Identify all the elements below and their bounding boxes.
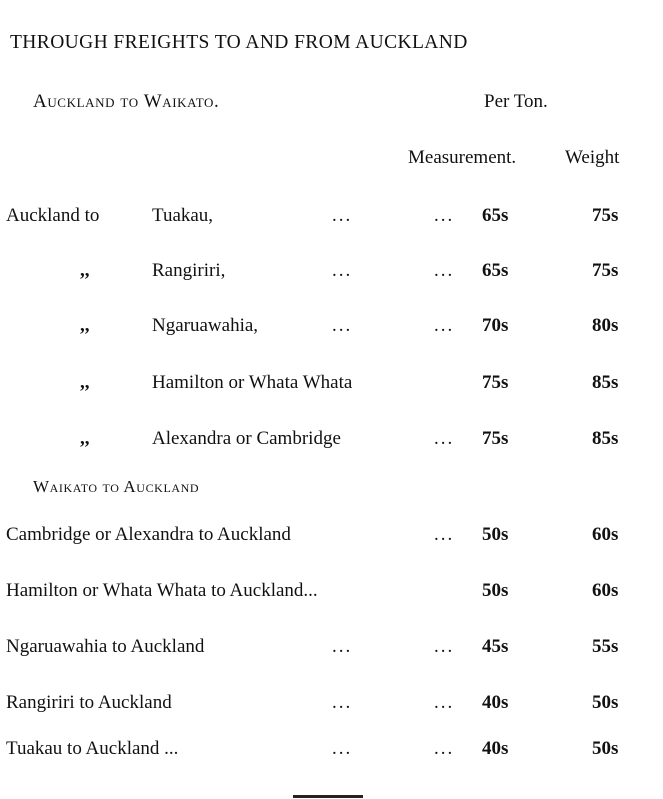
route-destination: Alexandra or Cambridge	[152, 428, 341, 449]
measurement-rate: 40s	[482, 738, 509, 759]
measurement-rate: 65s	[482, 260, 509, 281]
table-row	[0, 205, 663, 231]
route-destination: Hamilton or Whata Whata	[152, 372, 353, 393]
leader-dots: ...	[434, 315, 455, 336]
leader-dots: ...	[332, 260, 353, 281]
leader-dots: ...	[332, 205, 353, 226]
ditto-mark: ,,	[80, 372, 90, 393]
section-heading-inbound: Waikato to Auckland	[33, 477, 200, 496]
table-row	[0, 260, 663, 286]
leader-dots: ...	[332, 636, 353, 657]
leader-dots: ...	[332, 315, 353, 336]
measurement-rate: 40s	[482, 692, 509, 713]
weight-rate: 50s	[592, 692, 619, 713]
leader-dots: ...	[434, 428, 455, 449]
table-row	[0, 428, 663, 454]
table-row	[0, 580, 663, 606]
leader-dots: ...	[332, 692, 353, 713]
weight-rate: 60s	[592, 524, 619, 545]
route-description: Hamilton or Whata Whata to Auckland...	[6, 580, 318, 601]
table-row	[0, 738, 663, 764]
ditto-mark: ,,	[80, 428, 90, 449]
measurement-rate: 50s	[482, 524, 509, 545]
measurement-rate: 45s	[482, 636, 509, 657]
ditto-mark: ,,	[80, 260, 90, 281]
leader-dots: ...	[434, 738, 455, 759]
route-destination: Tuakau,	[152, 205, 214, 226]
measurement-rate: 65s	[482, 205, 509, 226]
leader-dots: ...	[434, 260, 455, 281]
weight-rate: 75s	[592, 260, 619, 281]
weight-rate: 85s	[592, 428, 619, 449]
measurement-rate: 75s	[482, 428, 509, 449]
section-heading-outbound: Auckland to Waikato.	[33, 91, 220, 112]
route-destination: Ngaruawahia,	[152, 315, 259, 336]
table-row	[0, 315, 663, 341]
leader-dots: ...	[434, 636, 455, 657]
leader-dots: ...	[434, 205, 455, 226]
table-row	[0, 692, 663, 718]
route-description: Ngaruawahia to Auckland	[6, 636, 205, 657]
table-row	[0, 372, 663, 398]
column-header-weight: Weight	[565, 147, 620, 168]
measurement-rate: 70s	[482, 315, 509, 336]
weight-rate: 75s	[592, 205, 619, 226]
per-ton-heading: Per Ton.	[484, 91, 548, 112]
section-divider-rule	[293, 795, 363, 798]
weight-rate: 80s	[592, 315, 619, 336]
weight-rate: 50s	[592, 738, 619, 759]
route-destination: Rangiriri,	[152, 260, 226, 281]
table-row	[0, 524, 663, 550]
page-title: THROUGH FREIGHTS TO AND FROM AUCKLAND	[10, 32, 468, 53]
route-description: Cambridge or Alexandra to Auckland	[6, 524, 291, 545]
leader-dots: ...	[434, 524, 455, 545]
ditto-mark: ,,	[80, 315, 90, 336]
measurement-rate: 50s	[482, 580, 509, 601]
leader-dots: ...	[434, 692, 455, 713]
table-row	[0, 636, 663, 662]
weight-rate: 85s	[592, 372, 619, 393]
route-description: Tuakau to Auckland ...	[6, 738, 179, 759]
weight-rate: 55s	[592, 636, 619, 657]
measurement-rate: 75s	[482, 372, 509, 393]
route-origin: Auckland to	[6, 205, 100, 226]
column-header-measurement: Measurement.	[408, 147, 517, 168]
leader-dots: ...	[332, 738, 353, 759]
weight-rate: 60s	[592, 580, 619, 601]
route-description: Rangiriri to Auckland	[6, 692, 172, 713]
